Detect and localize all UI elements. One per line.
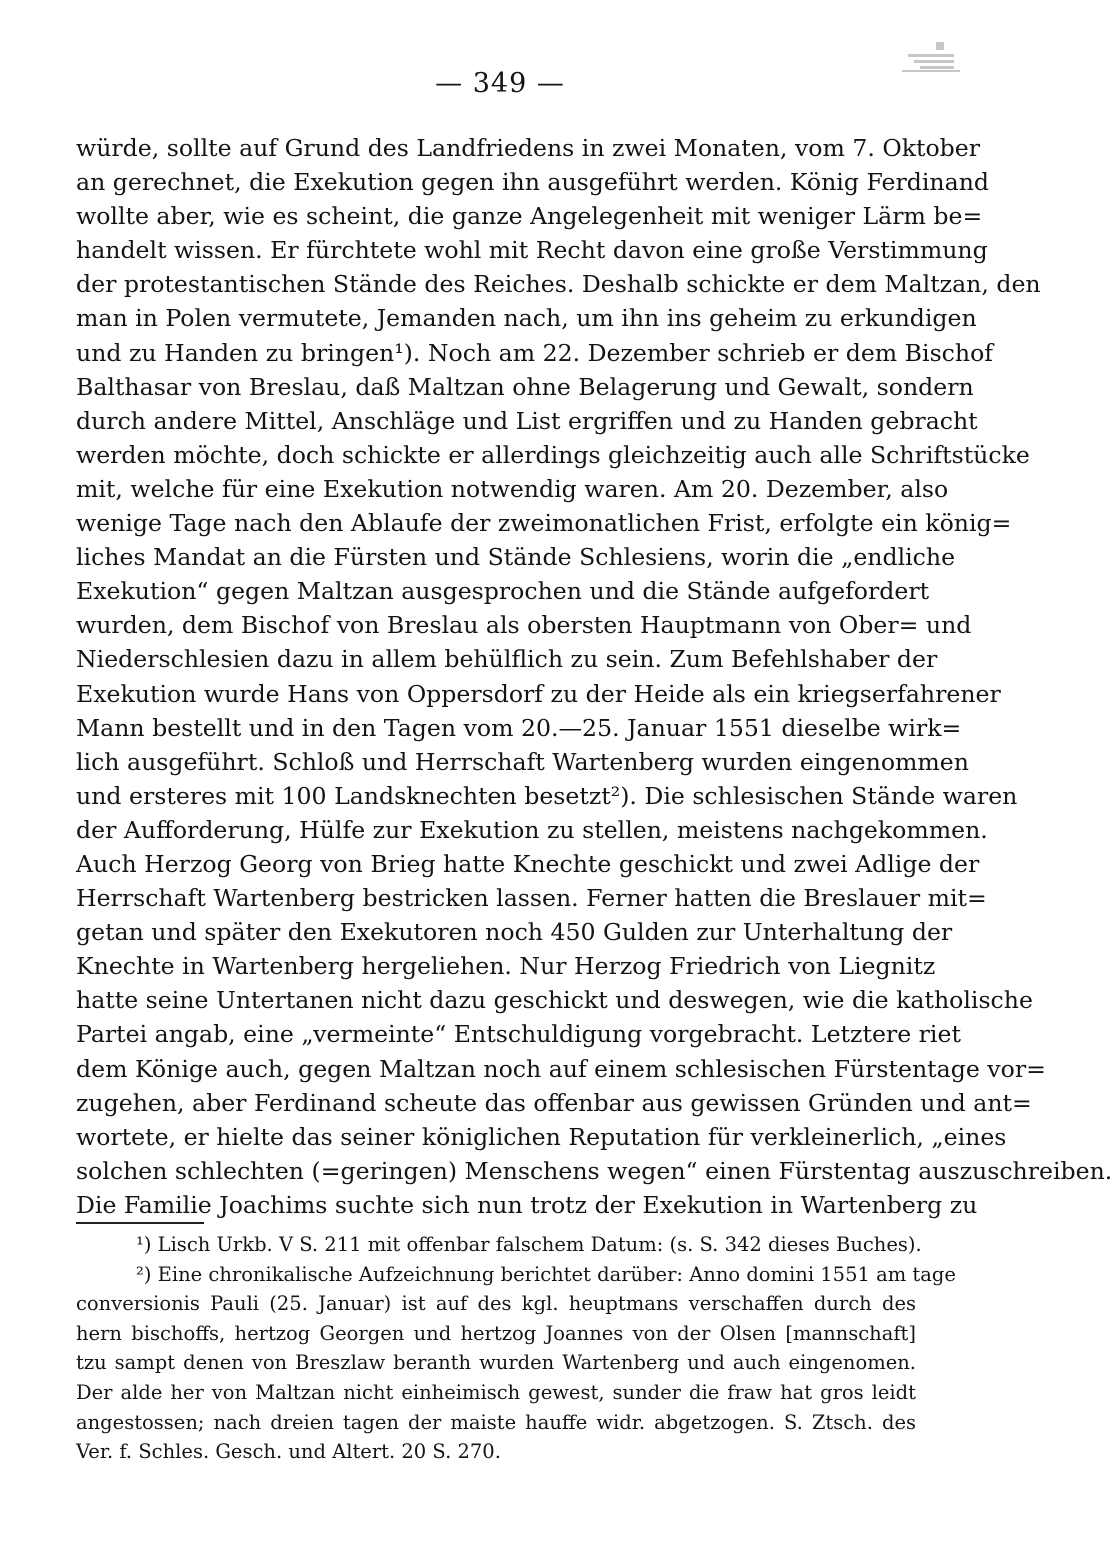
text-line: man in Polen vermutete, Jemanden nach, um ihn ins geheim zu erkundigen [76,304,977,333]
text-line: dem Könige auch, gegen Maltzan noch auf einem schlesischen Fürstentage vor= [76,1054,1046,1083]
text-line: Exekution wurde Hans von Oppersdorf zu der Heide als ein kriegserfahrener [76,679,1001,708]
text-line: liches Mandat an die Fürsten und Stände Schlesiens, worin die „endliche [76,543,956,572]
footnote-line: tzu sampt denen von Breszlaw beranth wurden Wartenberg und auch eingenomen. [76,1351,916,1375]
text-line: durch andere Mittel, Anschläge und List ergriffen und zu Handen gebracht [76,406,978,435]
footnote-line: Der alde her von Maltzan nicht einheimisch gewest, sunder die fraw hat gros leidt [76,1380,916,1404]
text-line: Knechte in Wartenberg hergeliehen. Nur Herzog Friedrich von Liegnitz [76,952,936,981]
text-line: werden möchte, doch schickte er allerdings gleichzeitig auch alle Schriftstücke [76,440,1030,469]
scan-artifact-mark [900,36,962,76]
text-line: wollte aber, wie es scheint, die ganze Angelegenheit mit weniger Lärm be= [76,202,983,231]
footnote-line: ²) Eine chronikalische Aufzeichnung berichtet darüber: Anno domini 1551 am tage [136,1262,956,1286]
text-line: mit, welche für eine Exekution notwendig waren. Am 20. Dezember, also [76,474,949,503]
text-line: Auch Herzog Georg von Brieg hatte Knechte geschickt und zwei Adlige der [76,849,980,878]
text-line: Exekution“ gegen Maltzan ausgesprochen und die Stände aufgefordert [76,577,930,606]
text-line: Partei angab, eine „vermeinte“ Entschuldigung vorgebracht. Letztere riet [76,1020,961,1049]
text-line: handelt wissen. Er fürchtete wohl mit Recht davon eine große Verstimmung [76,236,988,265]
text-line: Niederschlesien dazu in allem behülflich zu sein. Zum Befehlshaber der [76,645,938,674]
footnotes [76,1230,956,1467]
text-line: hatte seine Untertanen nicht dazu geschickt und deswegen, wie die katholische [76,986,1033,1015]
footnote-line: ¹) Lisch Urkb. V S. 211 mit offenbar falschem Datum: (s. S. 342 dieses Buches). [136,1233,922,1256]
text-line: der Aufforderung, Hülfe zur Exekution zu stellen, meistens nachgekommen. [76,815,988,844]
footnote-line: hern bischoffs, hertzog Georgen und hertzog Joannes von der Olsen [mannschaft] [76,1321,916,1345]
text-line: wurden, dem Bischof von Breslau als obersten Hauptmann von Ober= und [76,611,972,640]
text-line: Balthasar von Breslau, daß Maltzan ohne Belagerung und Gewalt, sondern [76,372,974,401]
text-line: getan und später den Exekutoren noch 450 Gulden zur Unterhaltung der [76,918,953,947]
text-line: Mann bestellt und in den Tagen vom 20.—25. Januar 1551 dieselbe wirk= [76,713,962,742]
text-line: der protestantischen Stände des Reiches. Deshalb schickte er dem Maltzan, den [76,270,1041,299]
text-line: wenige Tage nach den Ablaufe der zweimonatlichen Frist, erfolgte ein könig= [76,509,1012,538]
text-line: und zu Handen zu bringen¹). Noch am 22. Dezember schrieb er dem Bischof [76,338,994,367]
main-text [76,131,1112,1222]
page-number: — 349 — [435,68,565,99]
text-line: an gerechnet, die Exekution gegen ihn ausgeführt werden. König Ferdinand [76,168,989,197]
text-line: lich ausgeführt. Schloß und Herrschaft Wartenberg wurden eingenommen [76,747,969,776]
text-line: und ersteres mit 100 Landsknechten besetzt²). Die schlesischen Stände waren [76,781,1018,810]
text-line: würde, sollte auf Grund des Landfriedens in zwei Monaten, vom 7. Oktober [76,134,981,162]
footnote-line: conversionis Pauli (25. Januar) ist auf des kgl. heuptmans verschaffen durch des [76,1292,916,1316]
footnote-line: angestossen; nach dreien tagen der maiste hauffe widr. abgetzogen. S. Ztsch. des [76,1410,916,1434]
text-line: zugehen, aber Ferdinand scheute das offenbar aus gewissen Gründen und ant= [76,1088,1032,1117]
text-line: Herrschaft Wartenberg bestricken lassen. Ferner hatten die Breslauer mit= [76,884,987,913]
text-line: solchen schlechten (=geringen) Menschens wegen“ einen Fürstentag auszuschreiben. [76,1156,1112,1185]
text-line: Die Familie Joachims suchte sich nun trotz der Exekution in Wartenberg zu [76,1190,978,1219]
footnote-divider [76,1222,204,1224]
text-line: wortete, er hielte das seiner königlichen Reputation für verkleinerlich, „eines [76,1122,1007,1151]
footnote-line: Ver. f. Schles. Gesch. und Altert. 20 S. 270. [76,1440,501,1464]
